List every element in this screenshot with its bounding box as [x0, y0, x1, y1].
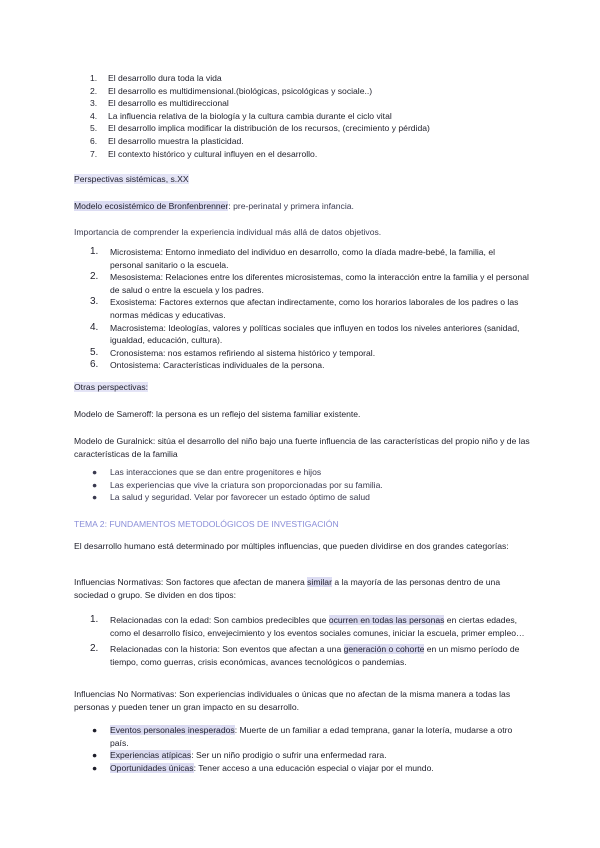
importancia-paragraph: Importancia de comprender la experiencia individual más allá de datos objetivos.: [74, 227, 382, 237]
guralnick-paragraph: Modelo de Guralnick: sitúa el desarrollo del niño bajo una fuerte influencia de las características del propio niño y de las características de la familia: [74, 436, 530, 459]
list-item: ● Oportunidades únicas: Tener acceso a una educación especial o viajar por el mundo.: [92, 762, 434, 773]
bullet-icon: ●: [92, 479, 98, 490]
normativas-paragraph: Influencias Normativas: Son factores que afectan de manera similar a la mayoría de las personas dentro de una sociedad o grupo. Se dividen en dos tipos:: [74, 577, 501, 600]
bronfenbrenner-paragraph: Modelo ecosistémico de Bronfenbrenner: pre-perinatal y primera infancia.: [74, 201, 354, 211]
desarrollo-humano-paragraph: El desarrollo humano está determinado por múltiples influencias, que pueden dividirse en dos grandes categorías:: [74, 541, 509, 551]
list-item: 5. Cronosistema: nos estamos refiriendo al sistema histórico y temporal.: [90, 346, 376, 358]
list-item: 2. Mesosistema: Relaciones entre los diferentes microsistemas, como la interacción entre la familia y el personal de salud o entre la escuela y los padres.: [90, 271, 529, 295]
no-normativas-bullets: [74, 724, 530, 774]
list-item: 5. El desarrollo implica modificar la distribución de los recursos, (crecimiento y pérdida): [90, 123, 430, 134]
list-item: 1. Microsistema: Entorno inmediato del individuo en desarrollo, como la díada madre-bebé, la familia, el personal sanitario o la escuela.: [90, 246, 496, 270]
systems-list: [74, 246, 530, 372]
list-item: 1. El desarrollo dura toda la vida: [90, 73, 222, 83]
tema2-heading: TEMA 2: FUNDAMENTOS METODOLÓGICOS DE INVESTIGACIÓN: [74, 519, 339, 529]
list-item: 3. Exosistema: Factores externos que afectan indirectamente, como los horarios laborales de los padres o las normas médicas y educativas.: [90, 296, 519, 320]
list-item: 2. El desarrollo es multidimensional.(biológicas, psicológicas y sociale..): [90, 85, 373, 96]
list-item: 2. Relacionadas con la historia: Son eventos que afectan a una generación o cohorte en un mismo período de tiempo, como guerras, crisis económicas, avances tecnológicos o pandemias.: [90, 643, 520, 667]
list-item: ● Eventos personales inesperados: Muerte de un familiar a edad temprana, ganar la lotería, mudarse a otro país.: [92, 725, 513, 748]
list-item: ● Las interacciones que se dan entre progenitores e hijos: [92, 467, 322, 477]
list-item: ● Las experiencias que vive la criatura son proporcionadas por su familia.: [92, 479, 383, 490]
bullet-icon: ●: [92, 467, 98, 477]
bullet-icon: ●: [92, 492, 98, 503]
development-principles-list: [74, 72, 530, 160]
list-item: 3. El desarrollo es multidireccional: [90, 98, 229, 109]
bullet-icon: ●: [92, 750, 98, 761]
normativas-list: [74, 614, 530, 668]
list-item: ● Experiencias atípicas: Ser un niño prodigio o sufrir una enfermedad rara.: [92, 750, 387, 761]
list-item: 7. El contexto histórico y cultural influyen en el desarrollo.: [90, 148, 318, 159]
list-item: 4. La influencia relativa de la biología y la cultura cambia durante el ciclo vital: [90, 110, 392, 121]
bullet-icon: ●: [92, 725, 98, 735]
list-item: 4. Macrosistema: Ideologías, valores y políticas sociales que influyen en todos los niveles anteriores (sanidad, igualdad, educación, cultura).: [90, 321, 520, 346]
no-normativas-paragraph: Influencias No Normativas: Son experiencias individuales o únicas que no afectan de la misma manera a todas las personas y pueden tener un gran impacto en su desarrollo.: [74, 689, 511, 712]
list-item: 6. Ontosistema: Características individuales de la persona.: [90, 359, 325, 371]
list-item: 1. Relacionadas con la edad: Son cambios predecibles que ocurren en todas las personas en ciertas edades, como el desarrollo físico, envejecimiento y los eventos sociales comunes, iniciar la escuela, primer empleo…: [90, 614, 525, 638]
section-heading: Otras perspectivas:: [74, 382, 149, 392]
bullet-icon: ●: [92, 762, 98, 773]
section-heading: Perspectivas sistémicas, s.XX: [74, 174, 189, 184]
list-item: ● La salud y seguridad. Velar por favorecer un estado óptimo de salud: [92, 492, 370, 503]
list-item: 6. El desarrollo muestra la plasticidad.: [90, 135, 244, 146]
guralnick-bullets: [74, 466, 530, 504]
sameroff-paragraph: Modelo de Sameroff: la persona es un reflejo del sistema familiar existente.: [74, 409, 361, 419]
